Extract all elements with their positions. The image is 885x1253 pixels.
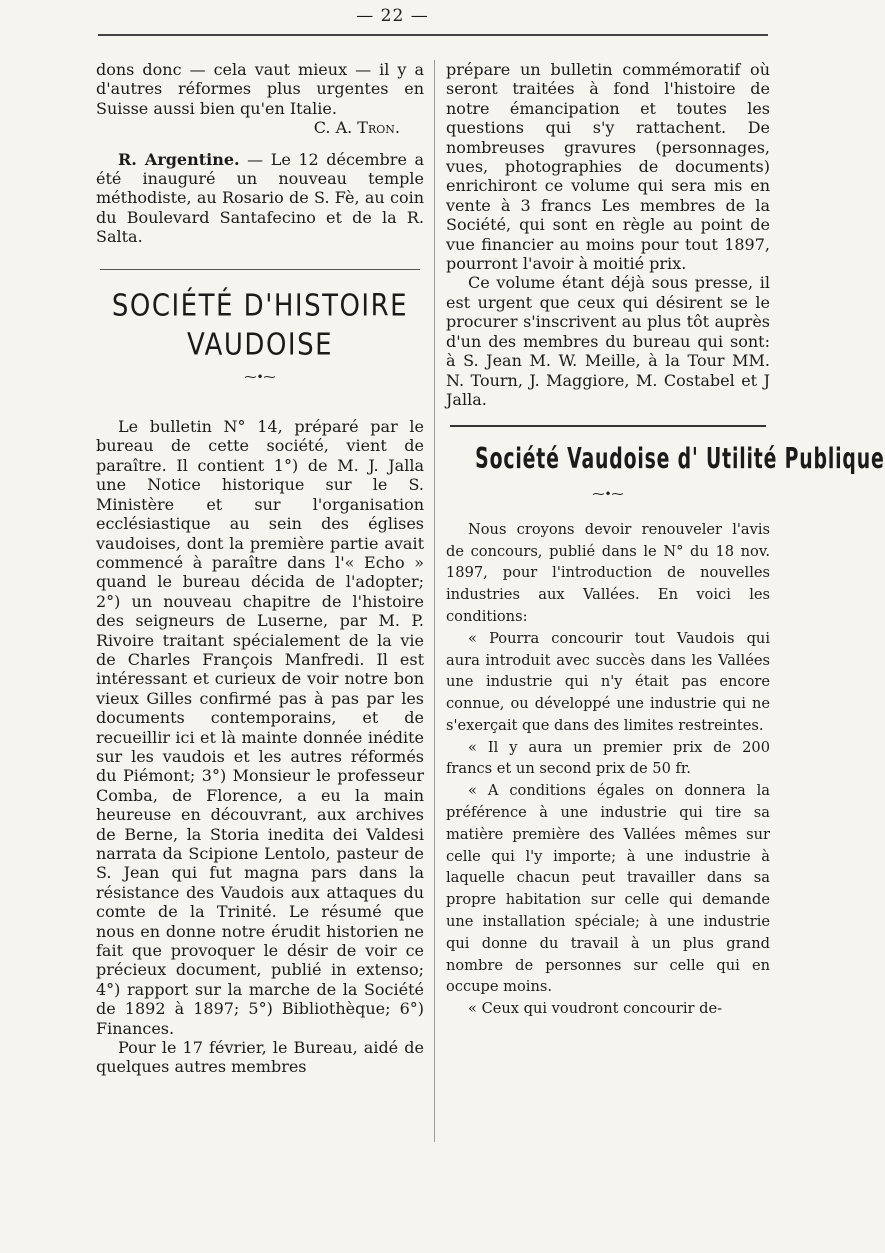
paragraph-condition-4: « Ceux qui voudront concourir de-	[468, 1000, 723, 1018]
paragraph-fevrier: Pour le 17 février, le Bureau, aidé de quelques autres membres	[96, 1038, 424, 1077]
signature: C. A. Tron.	[313, 118, 400, 138]
paragraph-concours: Nous croyons devoir renouveler l'avis de concours, publié dans le N° du 18 nov. 1897, pour l'introduction de nouvelles industries aux Vallées. En voici les conditions:	[446, 520, 770, 625]
argentine-text: — Le 12 décembre a été inauguré un nouveau temple méthodiste, au Rosario de S. Fè, au coin du Boulevard Santafecino et de la R. Salta.	[96, 149, 424, 247]
ornament-divider: ⁓•⁓	[592, 487, 624, 502]
paragraph-volume: Ce volume étant déjà sous presse, il est urgent que ceux qui désirent se le procurer s'inscrivent au plus tôt auprès d'un des membres du bureau qui sont: à S. Jean M. W. Meille, à la Tour MM. N. Tourn, J. Maggiore, M. Costabel et J Jalla.	[446, 273, 770, 409]
paragraph-commemoratif: prépare un bulletin commémoratif où seront traitées à fond l'histoire de notre émancipation et toutes les questions qui s'y rattachent. De nombreuses gravures (personnages, vues, photographies de documents) enrichiront ce volume qui sera mis en vente à 3 francs Les membres de la Société, qui sont en règle au point de vue financier au moins pour tout 1897, pourront l'avoir à moitié prix.	[446, 60, 770, 274]
section-rule	[450, 425, 766, 427]
page-number: — 22 —	[356, 6, 429, 26]
paragraph-bulletin: Le bulletin N° 14, préparé par le bureau de cette société, vient de paraître. Il contient 1°) de M. J. Jalla une Notice historique sur le S. Ministère et sur l'organisation ecclésiastique au sein des églises vaudoises, dont la première partie avait commencé à paraître dans l'« Echo » quand le bureau décida de l'adopter; 2°) un nouveau chapitre de l'histoire des seigneurs de Luserne, par M. P. Rivoire traitant spécialement de la vie de Charles François Manfredi. Il est intéressant et curieux de voir notre bon vieux Gilles confirmé pas à pas par les documents contemporains, et de recueillir ici et là mainte donnée inédite sur les vaudois et les autres réformés du Piémont; 3°) Monsieur le professeur Comba, de Florence, a eu la main heureuse en découvrant, aux archives de Berne, la Storia inedita dei Valdesi narrata da Scipione Lentolo, pasteur de S. Jean qui fut magna pars dans la résistance des Vaudois aux attaques du comte de la Trinité. Le résumé que nous en donne notre érudit historien ne fait que provoquer le désir de voir ce précieux document, publié in extenso; 4°) rapport sur la marche de la Société de 1892 à 1897; 5°) Bibliothèque; 6°) Finances.	[96, 417, 424, 1038]
paragraph-argentine	[96, 150, 424, 247]
paragraph-reformes: dons donc — cela vaut mieux — il y a d'autres réformes plus urgentes en Suisse aussi bien qu'en Italie.	[96, 60, 424, 118]
right-column	[446, 60, 885, 1020]
section-title-utilite: Société Vaudoise d' Utilité Publique	[475, 443, 885, 476]
header-rule	[98, 34, 768, 36]
paragraph-condition-1: « Pourra concourir tout Vaudois qui aura introduit avec succès dans les Vallées une industrie qui n'y était pas encore connue, ou développé une industrie qui ne s'exerçait que dans des limites restreintes.	[446, 629, 770, 734]
section-rule	[100, 269, 420, 270]
left-column	[96, 60, 424, 1077]
argentine-label: R. Argentine.	[118, 149, 240, 169]
paragraph-condition-2: « Il y aura un premier prix de 200 francs et un second prix de 50 fr.	[446, 738, 770, 778]
paragraph-condition-3: « A conditions égales on donnera la préférence à une industrie qui tire sa matière première des Vallées mêmes sur celle qui l'y importe; à une industrie à laquelle chacun peut travailler dans sa propre habitation sur celle qui demande une installation spéciale; à une industrie qui donne du travail à un plus grand nombre de personnes sur celle qui en occupe moins.	[446, 782, 770, 996]
ornament-divider: ⁓•⁓	[244, 369, 276, 384]
column-divider	[434, 60, 435, 1142]
section-title-histoire: SOCIÉTÉ D'HISTOIRE VAUDOISE	[111, 288, 409, 363]
